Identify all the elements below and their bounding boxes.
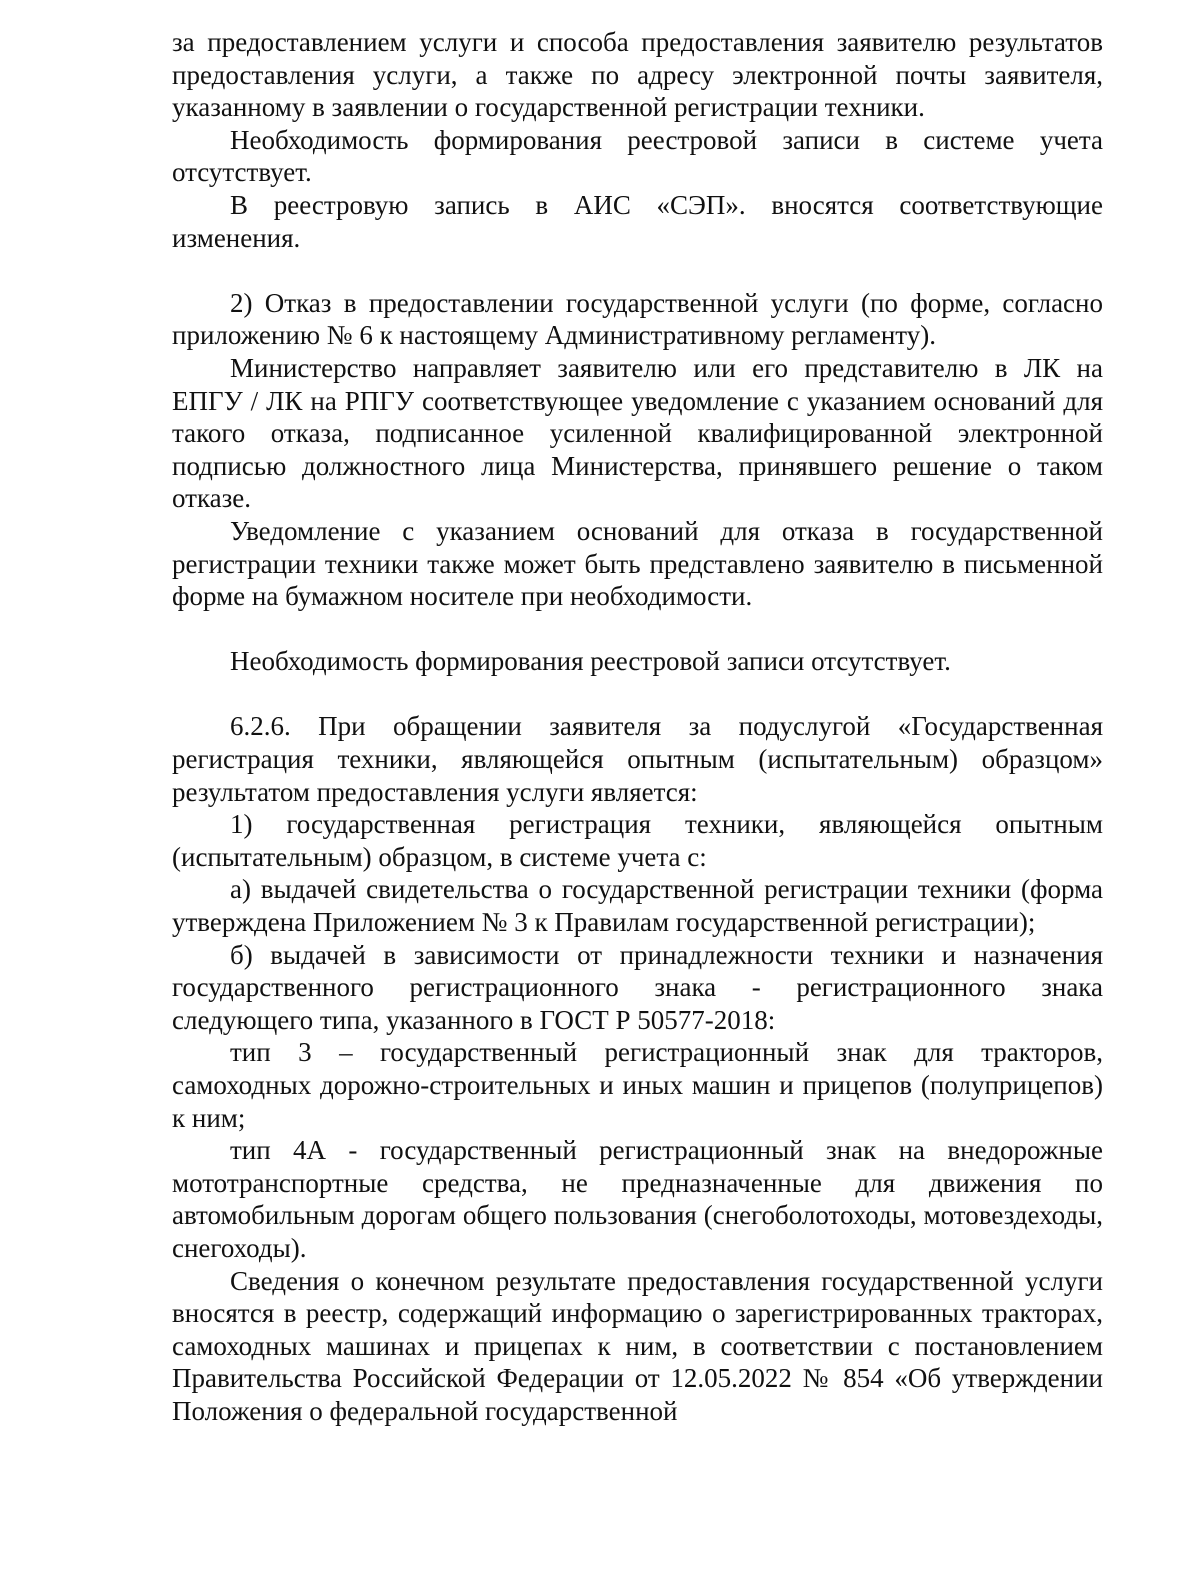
paragraph-gap (172, 613, 1103, 646)
paragraph-paper-notification: Уведомление с указанием оснований для отказа в государственной регистрации техники также может быть представлено заявителю в письменной форме на бумажном носителе при необходимости. (172, 515, 1103, 612)
paragraph-item-b: б) выдачей в зависимости от принадлежности техники и назначения государственного регистрационного знака - регистрационного знака следующего типа, указанного в ГОСТ Р 50577-2018: (172, 939, 1103, 1035)
paragraph-type-4a: тип 4А - государственный регистрационный знак на внедорожные мототранспортные средства, не предназначенные для движения по автомобильным дорогам общего пользования (снегоболотоходы, мотовездеходы, снегоходы). (172, 1135, 1103, 1263)
paragraph-continuation: за предоставлением услуги и способа предоставления заявителю результатов предоставления услуги, а также по адресу электронной почты заявителя, указанному в заявлении о государственной регистрации техники. (172, 27, 1103, 123)
document-page (172, 26, 1103, 1428)
paragraph-final-result: Сведения о конечном результате предоставления государственной услуги вносятся в реестр, содержащий информацию о зарегистрированных тракторах, самоходных машинах и прицепах к ним, в соответствии с постановлением Правительства Российской Федерации от 12.05.2022 № 854 «Об утверждении Положения о федеральной государственной (172, 1265, 1103, 1426)
paragraph-ministry-notification: Министерство направляет заявителю или его представителю в ЛК на ЕПГУ / ЛК на РПГУ соответствующее уведомление с указанием оснований для такого отказа, подписанное усиленной квалифицированной электронной подписью должностного лица Министерства, принявшего решение о таком отказе. (172, 352, 1103, 514)
paragraph-item-1: 1) государственная регистрация техники, являющейся опытным (испытательным) образцом, в системе учета с: (172, 809, 1103, 872)
paragraph-gap (172, 254, 1103, 287)
paragraph-registry-record-absent: Необходимость формирования реестровой записи в системе учета отсутствует. (172, 124, 1103, 188)
paragraph-type-3: тип 3 – государственный регистрационный знак для тракторов, самоходных дорожно-строительных и иных машин и прицепов (полуприцепов) к ним; (172, 1037, 1103, 1133)
paragraph-gap (172, 678, 1103, 711)
paragraph-registry-absent: Необходимость формирования реестровой записи отсутствует. (230, 646, 951, 677)
paragraph-section-6-2-6: 6.2.6. При обращении заявителя за подуслугой «Государственная регистрация техники, являющейся опытным (испытательным) образцом» результатом предоставления услуги является: (172, 711, 1103, 807)
paragraph-ais-sep-changes: В реестровую запись в АИС «СЭП». вносятся соответствующие изменения. (172, 189, 1103, 253)
paragraph-item-a: а) выдачей свидетельства о государственной регистрации техники (форма утверждена Приложением № 3 к Правилам государственной регистрации); (172, 874, 1103, 938)
paragraph-refusal: 2) Отказ в предоставлении государственной услуги (по форме, согласно приложению № 6 к настоящему Административному регламенту). (172, 287, 1103, 351)
